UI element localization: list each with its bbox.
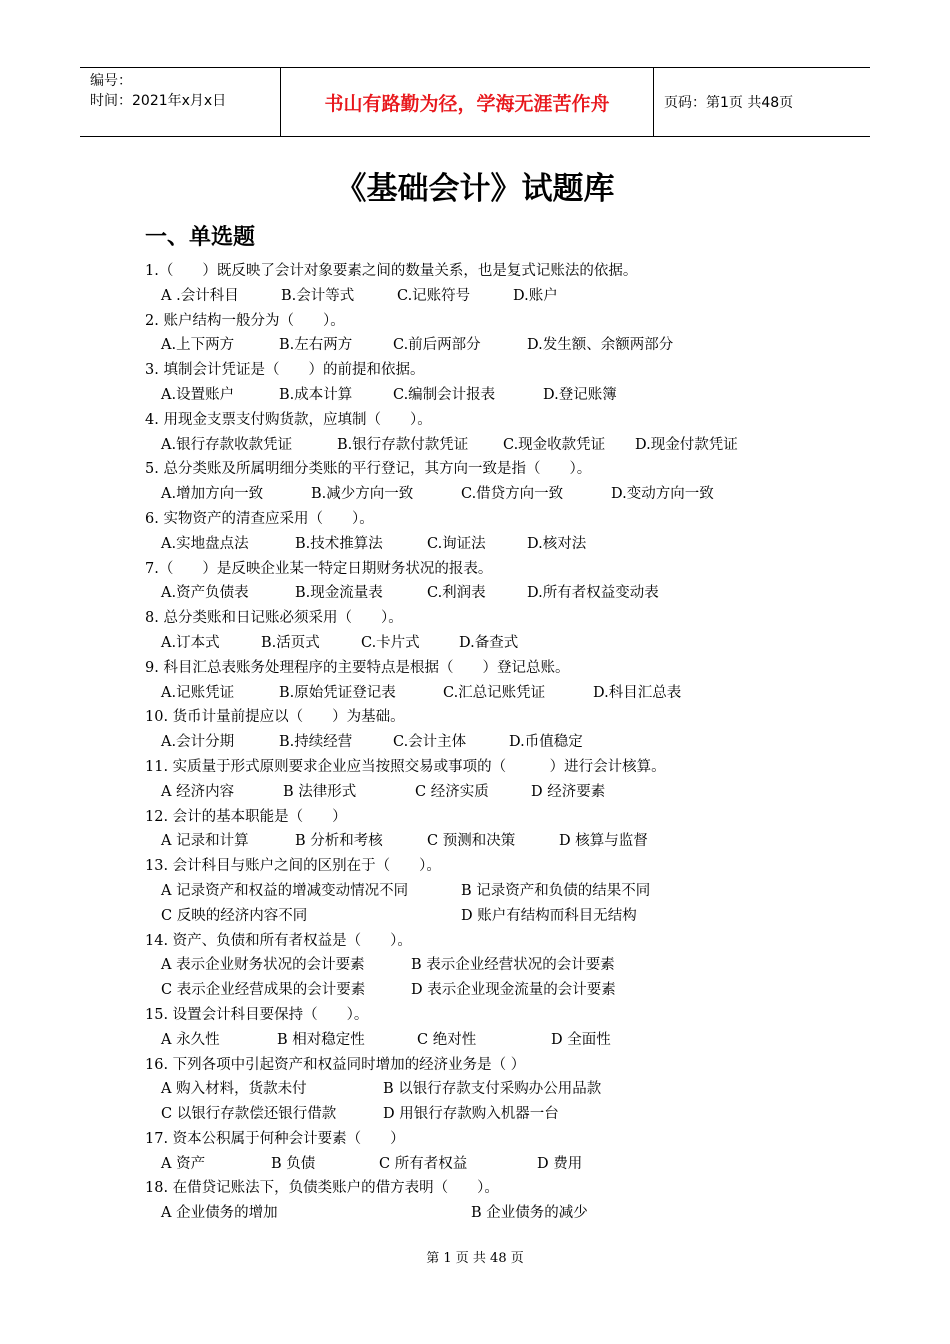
question-14: 14. 资产、负债和所有者权益是（ ）。 <box>145 932 412 949</box>
option: C 所有者权益 <box>379 1155 468 1172</box>
question-16-options <box>145 1077 875 1102</box>
code-label: 编号： <box>90 73 132 89</box>
option: A.银行存款收款凭证 <box>161 436 293 453</box>
option: A 表示企业财务状况的会计要素 <box>161 957 365 974</box>
option: B 以银行存款支付采购办公用品款 <box>383 1081 602 1098</box>
option: D.科目汇总表 <box>593 684 682 701</box>
question-11-options <box>145 780 875 805</box>
option: D 账户有结构而科目无结构 <box>461 907 637 924</box>
question-10-options <box>145 730 875 755</box>
option: C.现金收款凭证 <box>503 436 606 453</box>
option: B.原始凭证登记表 <box>279 684 396 701</box>
question-7-options <box>145 581 875 606</box>
option: B.会计等式 <box>281 287 355 304</box>
option: D 表示企业现金流量的会计要素 <box>411 982 616 999</box>
question-9-options <box>145 681 875 706</box>
option: A 永久性 <box>161 1031 220 1048</box>
time-label: 时间：2021年x月x日 <box>90 93 227 109</box>
question-6: 6. 实物资产的清查应采用（ ）。 <box>145 510 374 527</box>
option: C 预测和决策 <box>427 833 516 850</box>
option: D.变动方向一致 <box>611 486 714 503</box>
option: D 经济要素 <box>531 783 606 800</box>
option: C 表示企业经营成果的会计要素 <box>161 982 366 999</box>
option: B.银行存款付款凭证 <box>337 436 469 453</box>
option: B.持续经营 <box>279 734 353 751</box>
question-8-options <box>145 631 875 656</box>
option: A 企业债务的增加 <box>161 1205 278 1222</box>
question-12: 12. 会计的基本职能是（ ） <box>145 808 347 825</box>
option: D 费用 <box>537 1155 583 1172</box>
question-1-options <box>145 284 875 309</box>
question-12-options <box>145 829 875 854</box>
question-7: 7.（ ）是反映企业某一特定日期财务状况的报表。 <box>145 560 493 577</box>
option: B 企业债务的减少 <box>471 1205 588 1222</box>
page-footer: 第 1 页 共 48 页 <box>426 1251 524 1266</box>
option: D 用银行存款购入机器一台 <box>383 1106 559 1123</box>
question-5-options <box>145 482 875 507</box>
question-3: 3. 填制会计凭证是（ ）的前提和依据。 <box>145 362 425 379</box>
option: B 相对稳定性 <box>277 1031 365 1048</box>
question-13-options <box>145 904 875 929</box>
option: C 以银行存款偿还银行借款 <box>161 1106 337 1123</box>
question-10: 10. 货币计量前提应以（ ）为基础。 <box>145 709 405 726</box>
option: C.汇总记账凭证 <box>443 684 546 701</box>
option: D 全面性 <box>551 1031 611 1048</box>
option: B.左右两方 <box>279 337 353 354</box>
header-info <box>80 68 281 136</box>
option: D.币值稳定 <box>509 734 583 751</box>
option: A.记账凭证 <box>161 684 235 701</box>
question-15-options <box>145 1028 875 1053</box>
question-list <box>145 259 875 1226</box>
question-18: 18. 在借贷记账法下，负债类账户的借方表明（ ）。 <box>145 1180 499 1197</box>
header-motto: 书山有路勤为径，学海无涯苦作舟 <box>281 68 654 136</box>
question-16-options <box>145 1102 875 1127</box>
option: A .会计科目 <box>161 287 239 304</box>
option: A.增加方向一致 <box>161 486 264 503</box>
question-14-options <box>145 978 875 1003</box>
section-title: 一、单选题 <box>145 225 256 250</box>
question-13: 13. 会计科目与账户之间的区别在于（ ）。 <box>145 858 441 875</box>
question-13-options <box>145 879 875 904</box>
option: C 经济实质 <box>415 783 489 800</box>
option: D.所有者权益变动表 <box>527 585 659 602</box>
option: D 核算与监督 <box>559 833 648 850</box>
option: C 反映的经济内容不同 <box>161 907 308 924</box>
question-5: 5. 总分类账及所属明细分类账的平行登记，其方向一致是指（ ）。 <box>145 461 592 478</box>
question-4-options <box>145 433 875 458</box>
option: B.减少方向一致 <box>311 486 414 503</box>
question-4: 4. 用现金支票支付购货款，应填制（ ）。 <box>145 411 432 428</box>
option: D.备查式 <box>459 634 519 651</box>
question-1: 1.（ ）既反映了会计对象要素之间的数量关系，也是复式记账法的依据。 <box>145 263 638 279</box>
option: D.现金付款凭证 <box>635 436 738 453</box>
question-18-options <box>145 1201 875 1226</box>
question-17: 17. 资本公积属于何种会计要素（ ） <box>145 1130 405 1147</box>
question-15: 15. 设置会计科目要保持（ ）。 <box>145 1006 369 1023</box>
option: A.订本式 <box>161 634 220 651</box>
option: C.会计主体 <box>393 734 467 751</box>
option: A.会计分期 <box>161 734 235 751</box>
option: C.利润表 <box>427 585 486 602</box>
option: C.记账符号 <box>397 287 471 304</box>
option: B.现金流量表 <box>295 585 383 602</box>
question-2-options <box>145 333 875 358</box>
option: A 记录和计算 <box>161 833 249 850</box>
option: D.发生额、余额两部分 <box>527 337 674 354</box>
question-11: 11. 实质量于形式原则要求企业应当按照交易或事项的（ ）进行会计核算。 <box>145 758 666 775</box>
option: C.卡片式 <box>361 634 420 651</box>
option: A 记录资产和权益的增减变动情况不同 <box>161 882 409 899</box>
option: C.编制会计报表 <box>393 386 496 403</box>
option: C 绝对性 <box>417 1031 477 1048</box>
option: C.询证法 <box>427 535 486 552</box>
option: B 表示企业经营状况的会计要素 <box>411 957 615 974</box>
option: B 负债 <box>271 1155 316 1172</box>
question-2: 2. 账户结构一般分为（ ）。 <box>145 312 345 329</box>
page-header <box>80 67 870 137</box>
question-16: 16. 下列各项中引起资产和权益同时增加的经济业务是（ ） <box>145 1056 526 1073</box>
option: C.借贷方向一致 <box>461 486 564 503</box>
question-8: 8. 总分类账和日记账必须采用（ ）。 <box>145 610 403 627</box>
option: D.核对法 <box>527 535 587 552</box>
option: A.资产负债表 <box>161 585 249 602</box>
option: B 记录资产和负债的结果不同 <box>461 882 651 899</box>
option: A 购入材料，货款未付 <box>161 1081 307 1098</box>
question-9: 9. 科目汇总表账务处理程序的主要特点是根据（ ）登记总账。 <box>145 659 570 676</box>
option: D.登记账簿 <box>543 386 617 403</box>
question-17-options <box>145 1152 875 1177</box>
document-title: 《基础会计》试题库 <box>335 171 615 207</box>
question-3-options <box>145 383 875 408</box>
option: B 分析和考核 <box>295 833 383 850</box>
question-14-options <box>145 953 875 978</box>
option: A.设置账户 <box>161 386 235 403</box>
option: A 经济内容 <box>161 783 235 800</box>
option: A.实地盘点法 <box>161 535 249 552</box>
option: B 法律形式 <box>283 783 357 800</box>
option: B.成本计算 <box>279 386 353 403</box>
option: D.账户 <box>513 287 558 304</box>
option: C.前后两部分 <box>393 337 481 354</box>
header-page-label: 页码：第1页 共48页 <box>664 95 794 111</box>
option: B.活页式 <box>261 634 320 651</box>
question-6-options <box>145 532 875 557</box>
option: B.技术推算法 <box>295 535 383 552</box>
option: A.上下两方 <box>161 337 235 354</box>
option: A 资产 <box>161 1155 206 1172</box>
